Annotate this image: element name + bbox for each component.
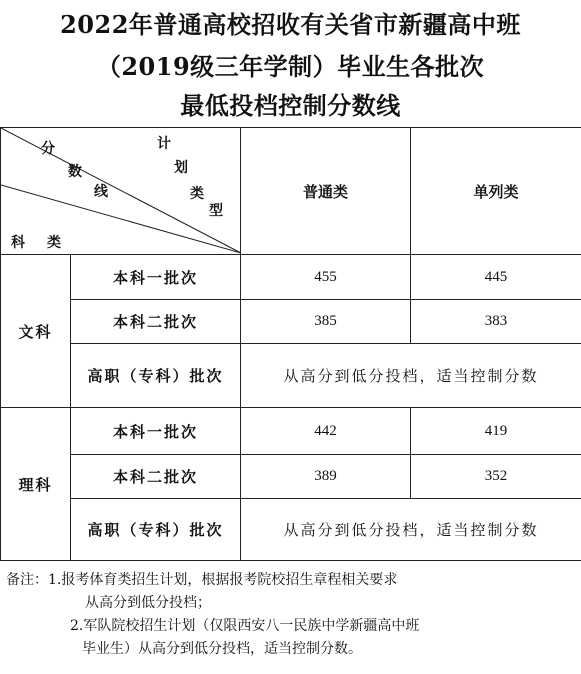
diag-label-shu: 数 [68, 164, 82, 180]
diag-label-xing: 型 [209, 203, 223, 219]
page-title-line-1: 2022年普通高校招收有关省市新疆高中班 [60, 10, 521, 39]
note-1-line-2: 从高分到低分投档； [85, 595, 211, 611]
diag-label-lei2: 类 [47, 235, 61, 251]
table-row [1, 300, 581, 344]
notes-section [6, 569, 576, 661]
score-table [0, 127, 581, 561]
batch-label: 高职（专科）批次 [71, 499, 241, 561]
note-1-line-1: 备注：1.报考体育类招生计划，根据报考院校招生章程相关要求 [6, 572, 398, 588]
table-row [1, 408, 581, 455]
batch-label: 本科一批次 [71, 255, 241, 300]
diag-label-ji: 计 [157, 136, 171, 152]
batch-label: 高职（专科）批次 [71, 344, 241, 408]
score-cell: 389 [241, 455, 411, 499]
subject-like: 理科 [1, 408, 71, 561]
page-title-line-2: （2019级三年学制）毕业生各批次 [96, 52, 485, 81]
table-header-row [1, 128, 581, 255]
subject-wenke: 文科 [1, 255, 71, 408]
merged-note-cell: 从高分到低分投档，适当控制分数 [241, 344, 581, 408]
batch-label: 本科二批次 [71, 455, 241, 499]
diag-label-xian: 线 [94, 184, 108, 200]
merged-note-cell: 从高分到低分投档，适当控制分数 [241, 499, 581, 561]
diagonal-lines [1, 128, 241, 254]
diag-label-lei: 类 [190, 186, 204, 202]
score-cell: 445 [411, 255, 581, 300]
diag-label-fen: 分 [41, 141, 55, 157]
diag-label-hua: 划 [174, 160, 188, 176]
column-header-danlie: 单列类 [411, 128, 581, 255]
note-2-line-1: 2.军队院校招生计划（仅限西安八一民族中学新疆高中班 [70, 618, 420, 634]
score-cell: 385 [241, 300, 411, 344]
batch-label: 本科二批次 [71, 300, 241, 344]
table-row [1, 255, 581, 300]
score-cell: 352 [411, 455, 581, 499]
score-cell: 442 [241, 408, 411, 455]
table-row [1, 344, 581, 408]
diag-label-ke: 科 [11, 235, 25, 251]
score-cell: 383 [411, 300, 581, 344]
table-row [1, 499, 581, 561]
score-cell: 455 [241, 255, 411, 300]
page-title-line-3: 最低投档控制分数线 [180, 91, 401, 120]
column-header-putong: 普通类 [241, 128, 411, 255]
batch-label: 本科一批次 [71, 408, 241, 455]
table-row [1, 455, 581, 499]
diagonal-header-cell [1, 128, 241, 255]
score-cell: 419 [411, 408, 581, 455]
note-2-line-2: 毕业生）从高分到低分投档，适当控制分数。 [82, 641, 362, 657]
